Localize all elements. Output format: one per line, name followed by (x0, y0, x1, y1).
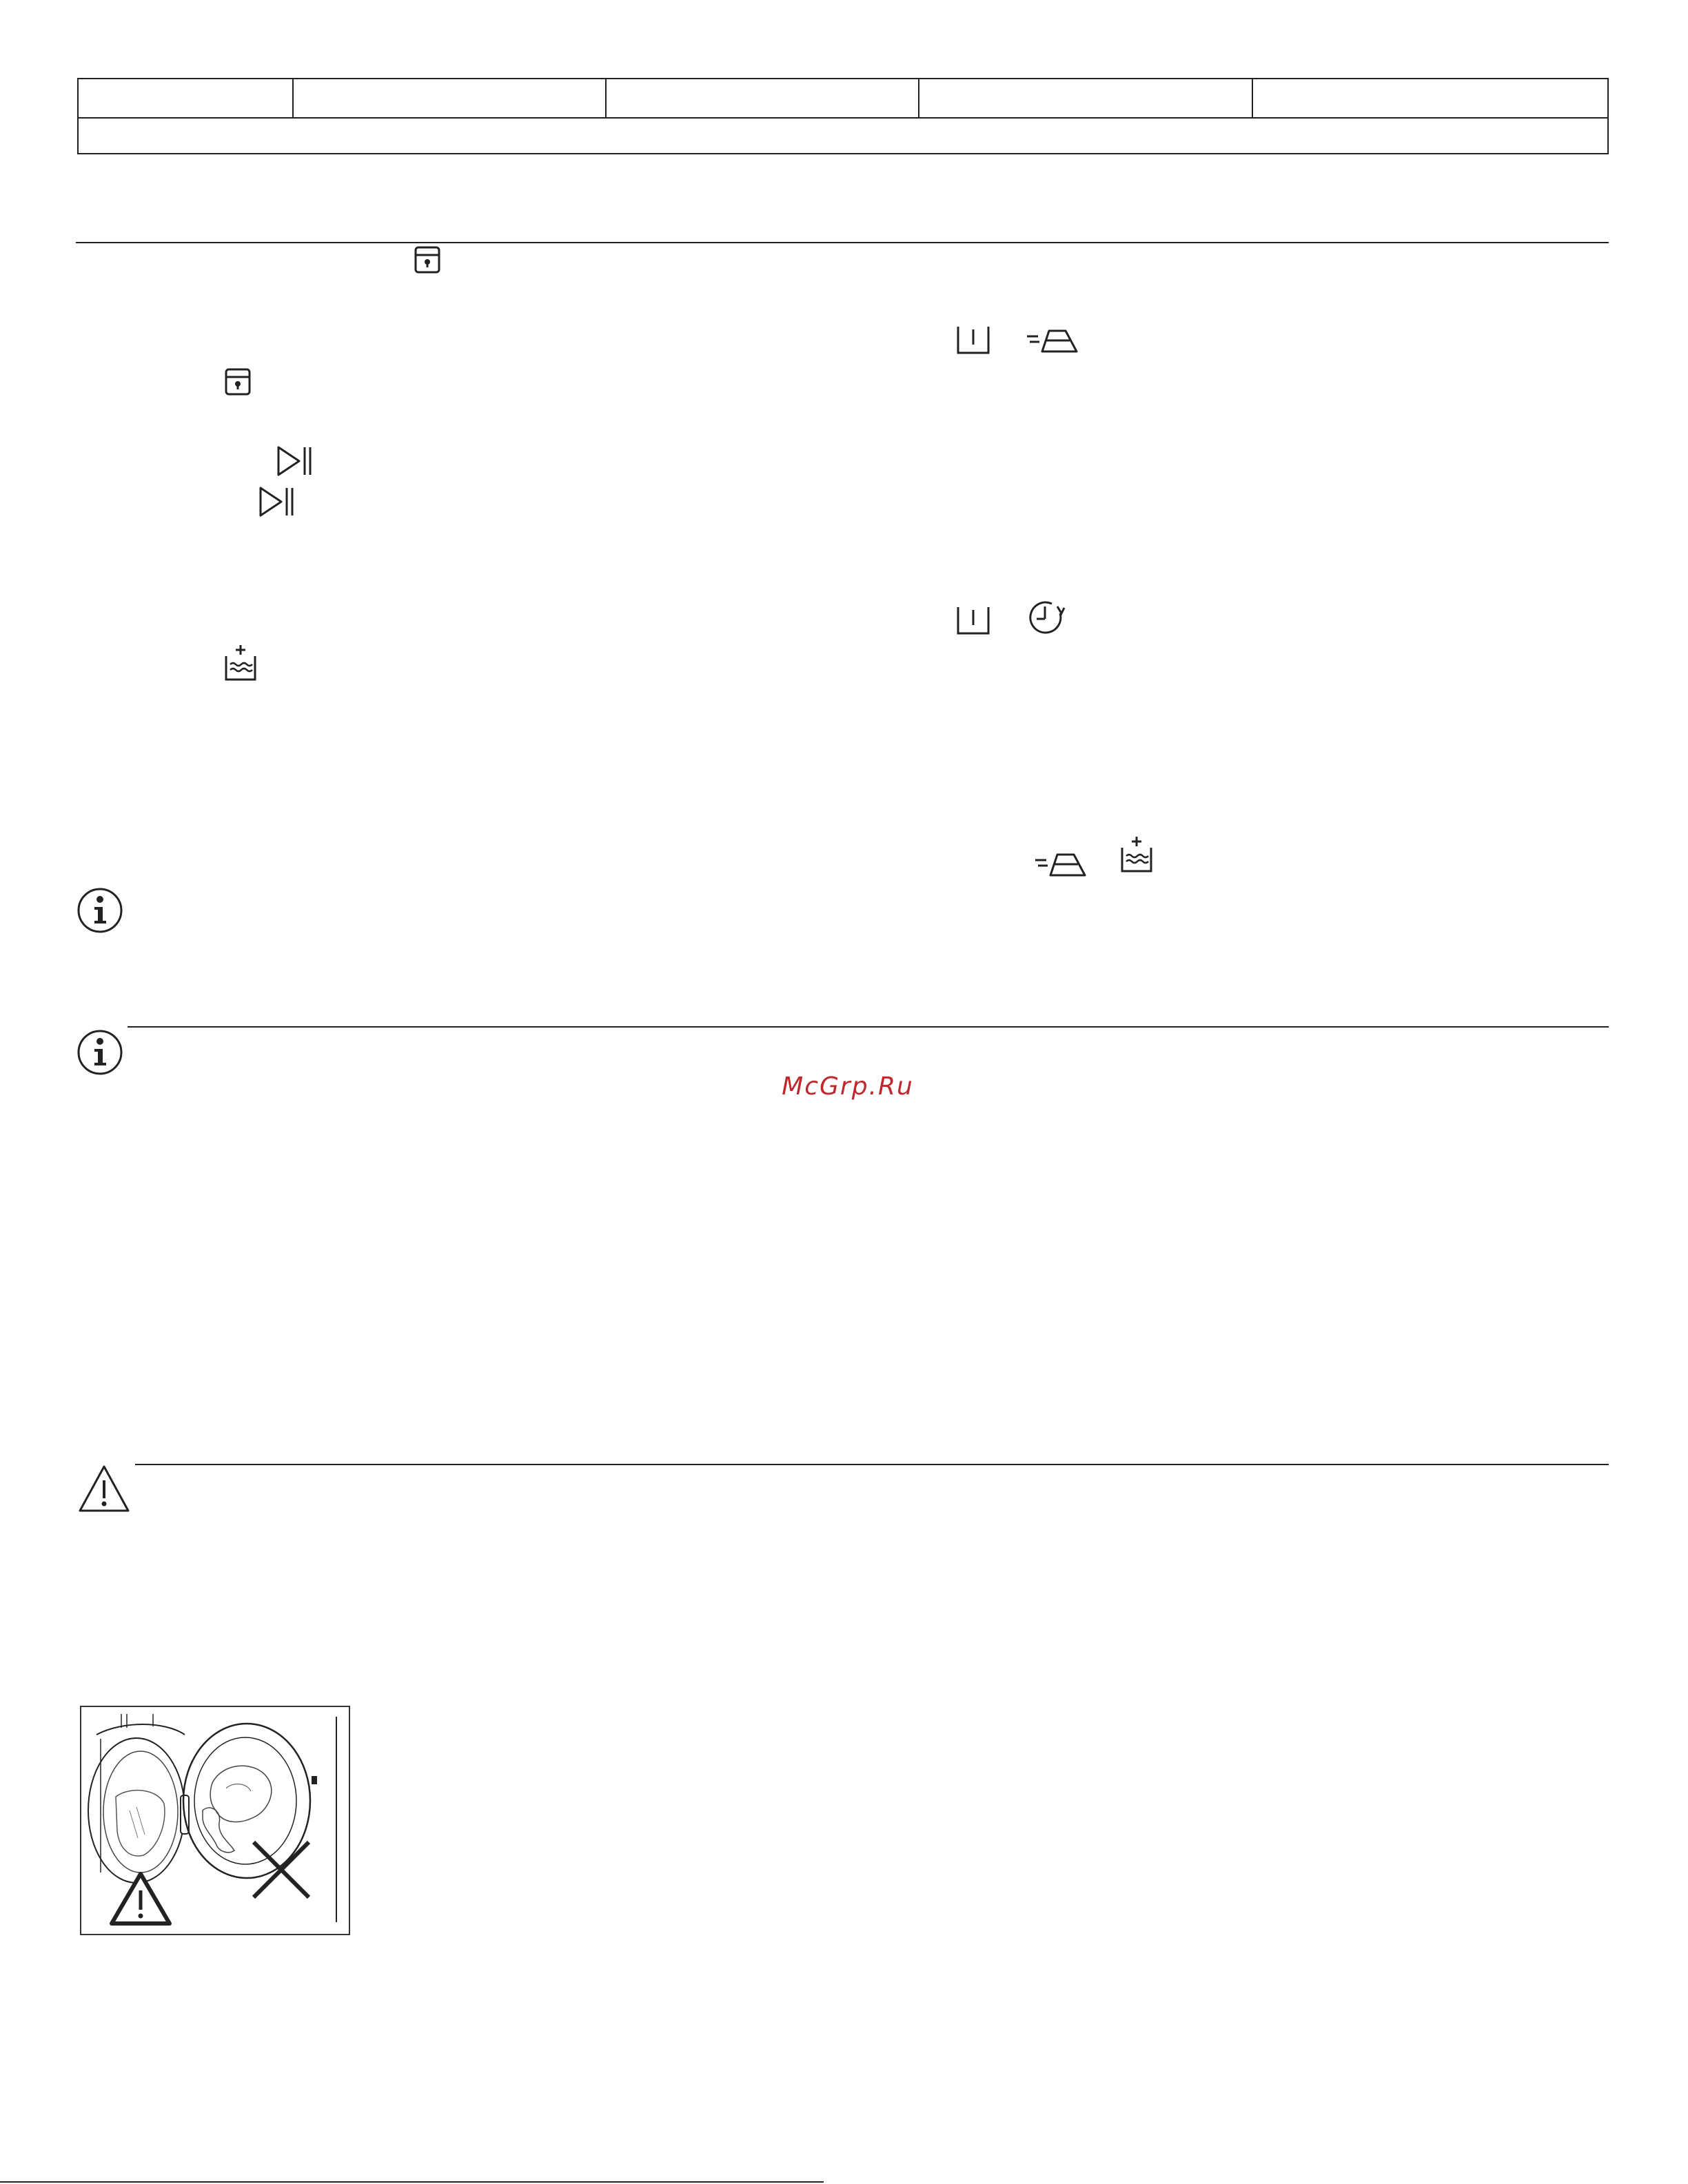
extra-rinse-icon (1119, 835, 1154, 874)
section-divider (135, 1464, 1609, 1465)
section-divider (76, 242, 1609, 243)
warning-icon (77, 1464, 131, 1513)
start-pause-icon (276, 445, 314, 478)
footer-divider (0, 2181, 824, 2183)
door-warning-illustration (80, 1706, 350, 1935)
easy-iron-icon (1034, 850, 1088, 879)
easy-iron-icon (1026, 327, 1079, 356)
header-table-cell (918, 79, 1253, 117)
section-divider (128, 1026, 1609, 1028)
header-table-row (79, 79, 1607, 119)
header-table (77, 78, 1609, 154)
start-pause-icon (258, 485, 296, 518)
time-manager-icon (1027, 600, 1067, 638)
door-lock-icon (414, 245, 441, 274)
header-table-cell (292, 79, 607, 117)
watermark: McGrp.Ru (782, 1072, 914, 1101)
door-lock-icon (224, 367, 252, 396)
extra-rinse-icon (223, 644, 258, 682)
info-icon (76, 886, 124, 935)
wash-tub-icon (955, 604, 991, 636)
header-table-cell (605, 79, 919, 117)
info-icon (76, 1028, 124, 1076)
header-table-cell (79, 79, 294, 117)
wash-tub-icon (955, 324, 991, 356)
